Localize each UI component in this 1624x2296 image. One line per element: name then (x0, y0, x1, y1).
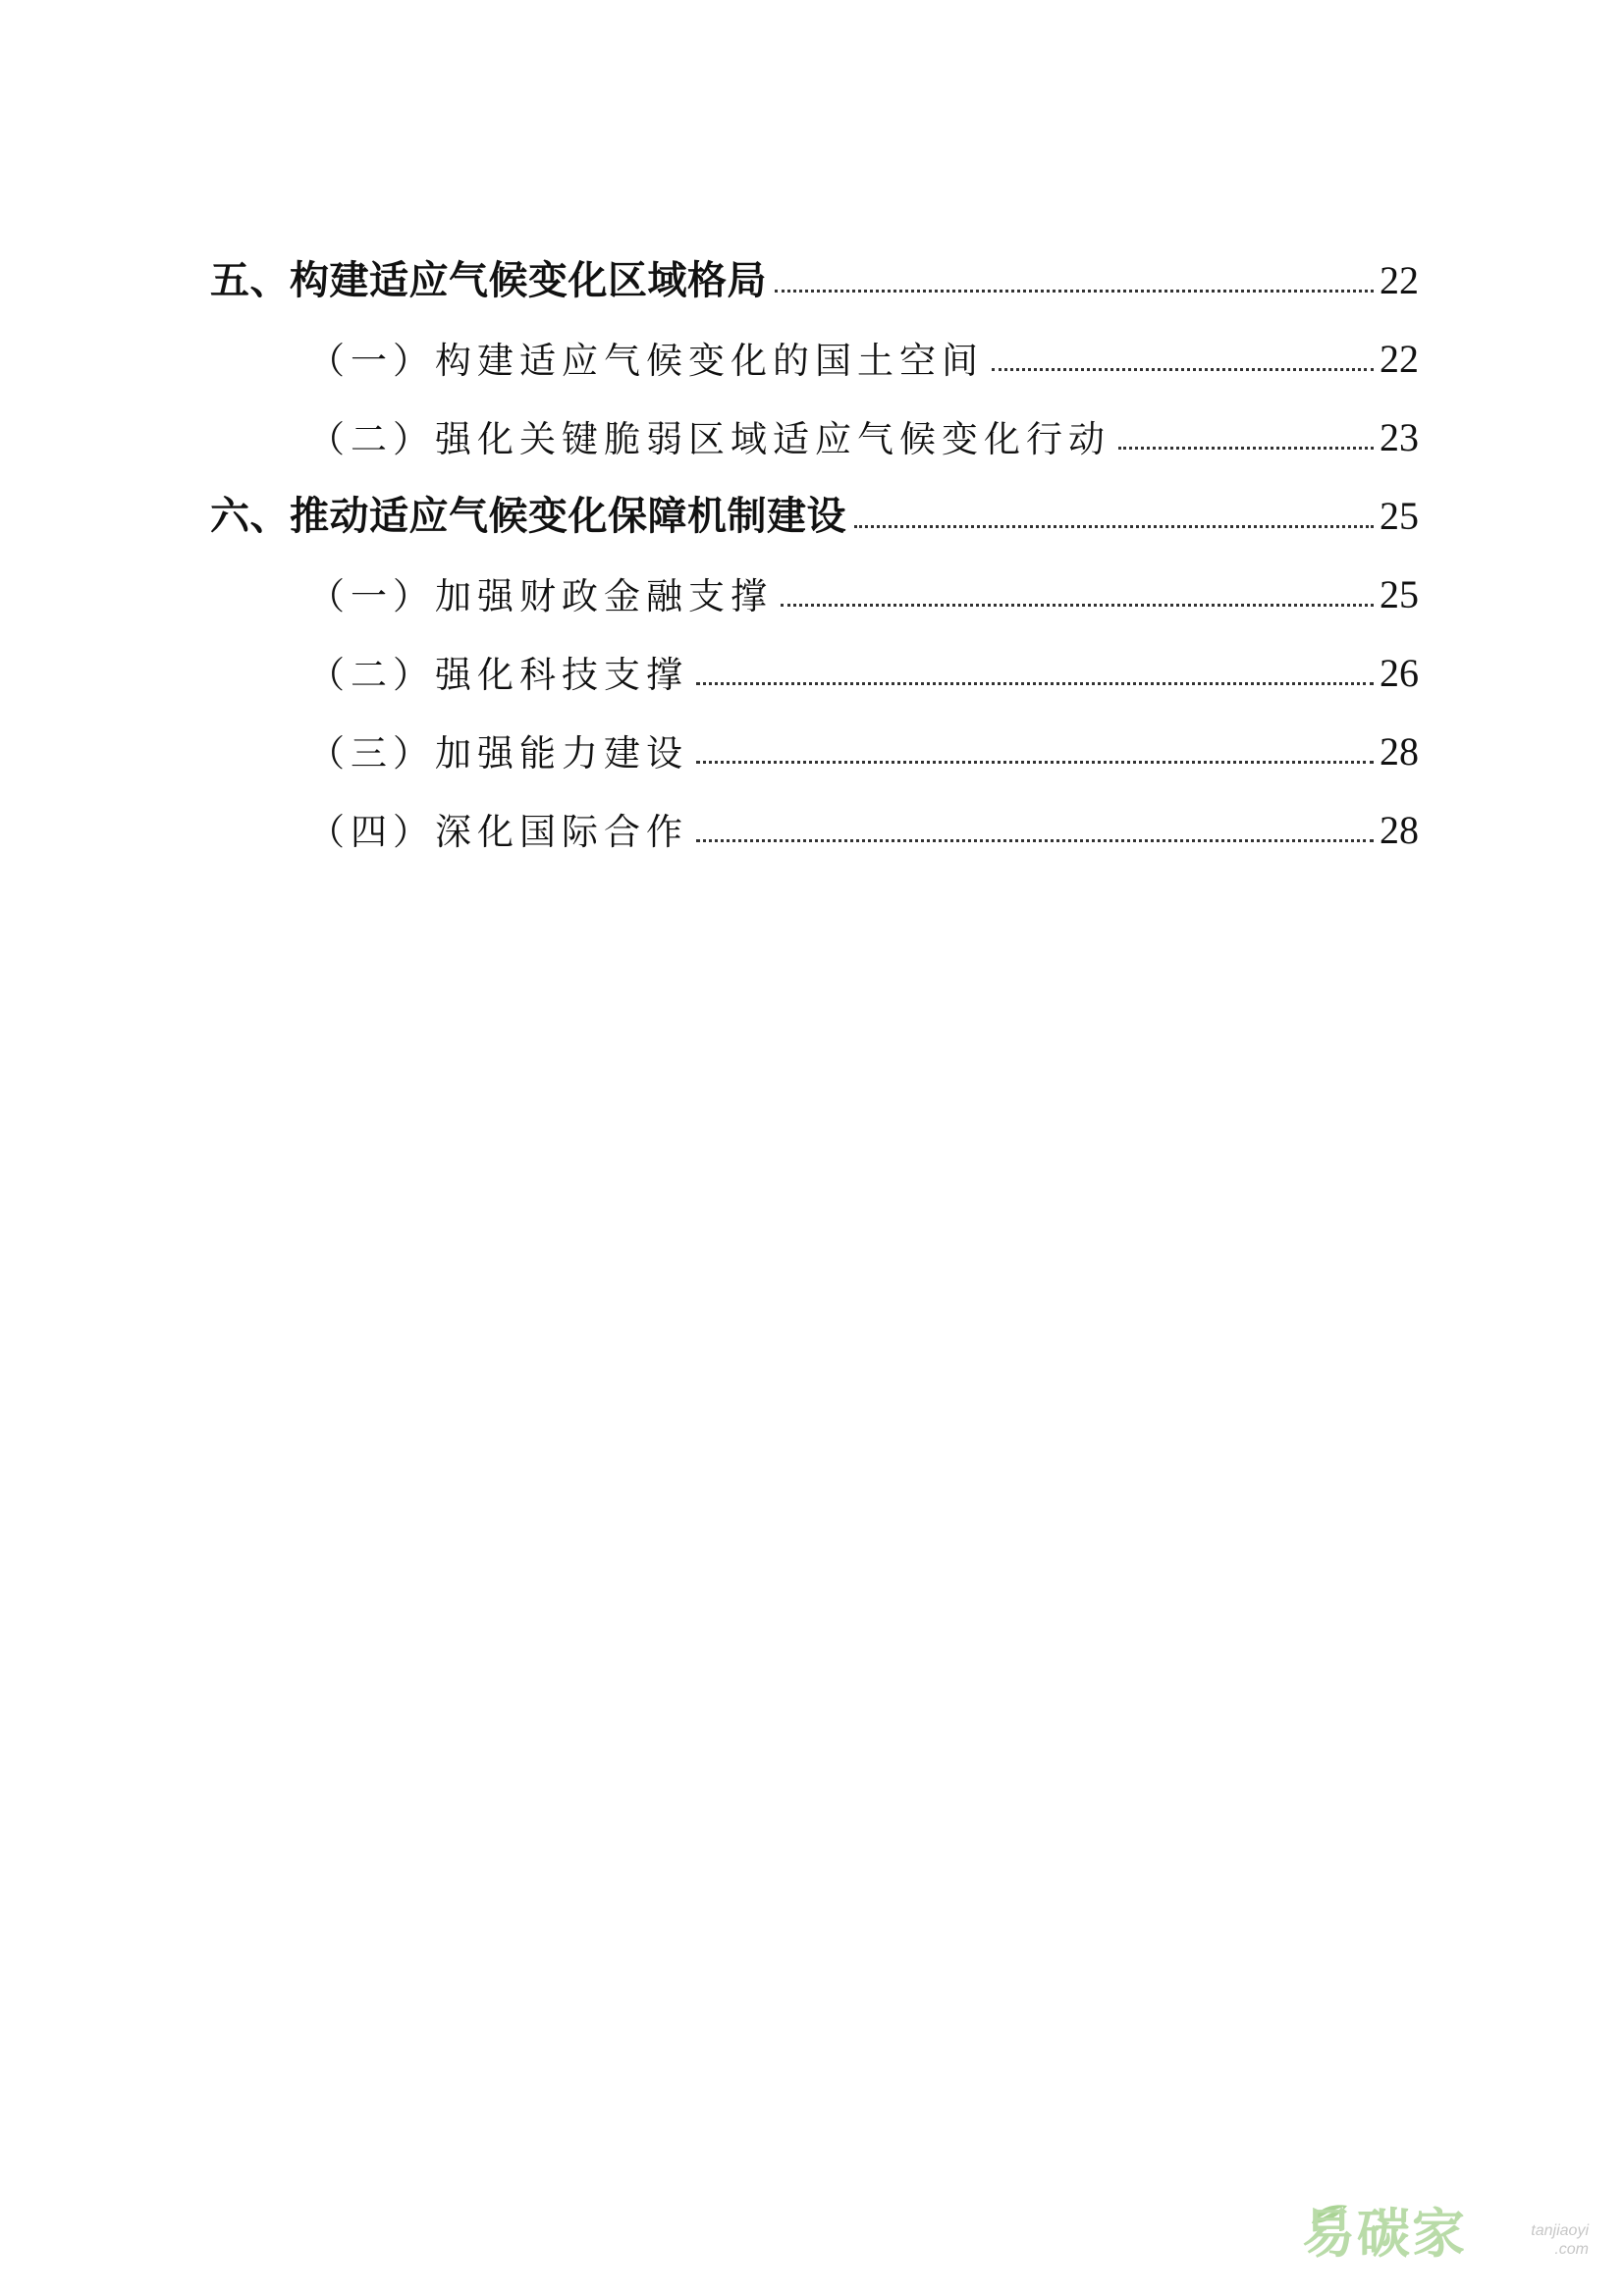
toc-dot-leader (696, 682, 1374, 685)
toc-dot-leader (696, 761, 1374, 764)
watermark-domain-suffix: .com (1554, 2241, 1589, 2259)
toc-dot-leader (775, 290, 1374, 293)
toc-page-number: 28 (1380, 729, 1419, 774)
watermark-logo (1302, 2198, 1597, 2276)
toc-entry[interactable] (210, 463, 1419, 542)
toc-entry[interactable] (210, 699, 1419, 777)
toc-entry[interactable] (210, 542, 1419, 620)
toc-page-number: 23 (1380, 415, 1419, 459)
toc-page-number: 28 (1380, 808, 1419, 852)
toc-page-number: 26 (1380, 651, 1419, 695)
toc-dot-leader (696, 839, 1374, 842)
toc-dot-leader (992, 368, 1374, 371)
toc-entry-title: （一）加强财政金融支撑 (308, 575, 773, 617)
toc-entry[interactable] (210, 777, 1419, 856)
toc-dot-leader (781, 604, 1374, 607)
watermark-domain-name: tanjiaoyi (1531, 2222, 1589, 2239)
toc-entry[interactable] (210, 620, 1419, 699)
table-of-contents (210, 228, 1419, 856)
toc-entry-title: 六、推动适应气候变化保障机制建设 (210, 494, 846, 539)
toc-entry-title: 五、构建适应气候变化区域格局 (210, 258, 767, 303)
toc-dot-leader (1118, 447, 1374, 450)
toc-entry[interactable] (210, 385, 1419, 463)
toc-entry-title: （二）强化科技支撑 (308, 654, 688, 696)
toc-page-number: 25 (1380, 572, 1419, 616)
toc-page-number: 22 (1380, 258, 1419, 302)
watermark-text: 易碳家 (1302, 2203, 1467, 2265)
toc-page-number: 25 (1380, 494, 1419, 538)
toc-entry-title: （四）深化国际合作 (308, 811, 688, 853)
toc-entry-title: （一）构建适应气候变化的国土空间 (308, 340, 984, 382)
toc-dot-leader (854, 525, 1374, 528)
toc-entry-title: （二）强化关键脆弱区域适应气候变化行动 (308, 418, 1110, 460)
watermark-domain (1510, 2221, 1589, 2259)
toc-page-number: 22 (1380, 337, 1419, 381)
toc-entry[interactable] (210, 228, 1419, 306)
toc-entry[interactable] (210, 306, 1419, 385)
toc-entry-title: （三）加强能力建设 (308, 732, 688, 774)
